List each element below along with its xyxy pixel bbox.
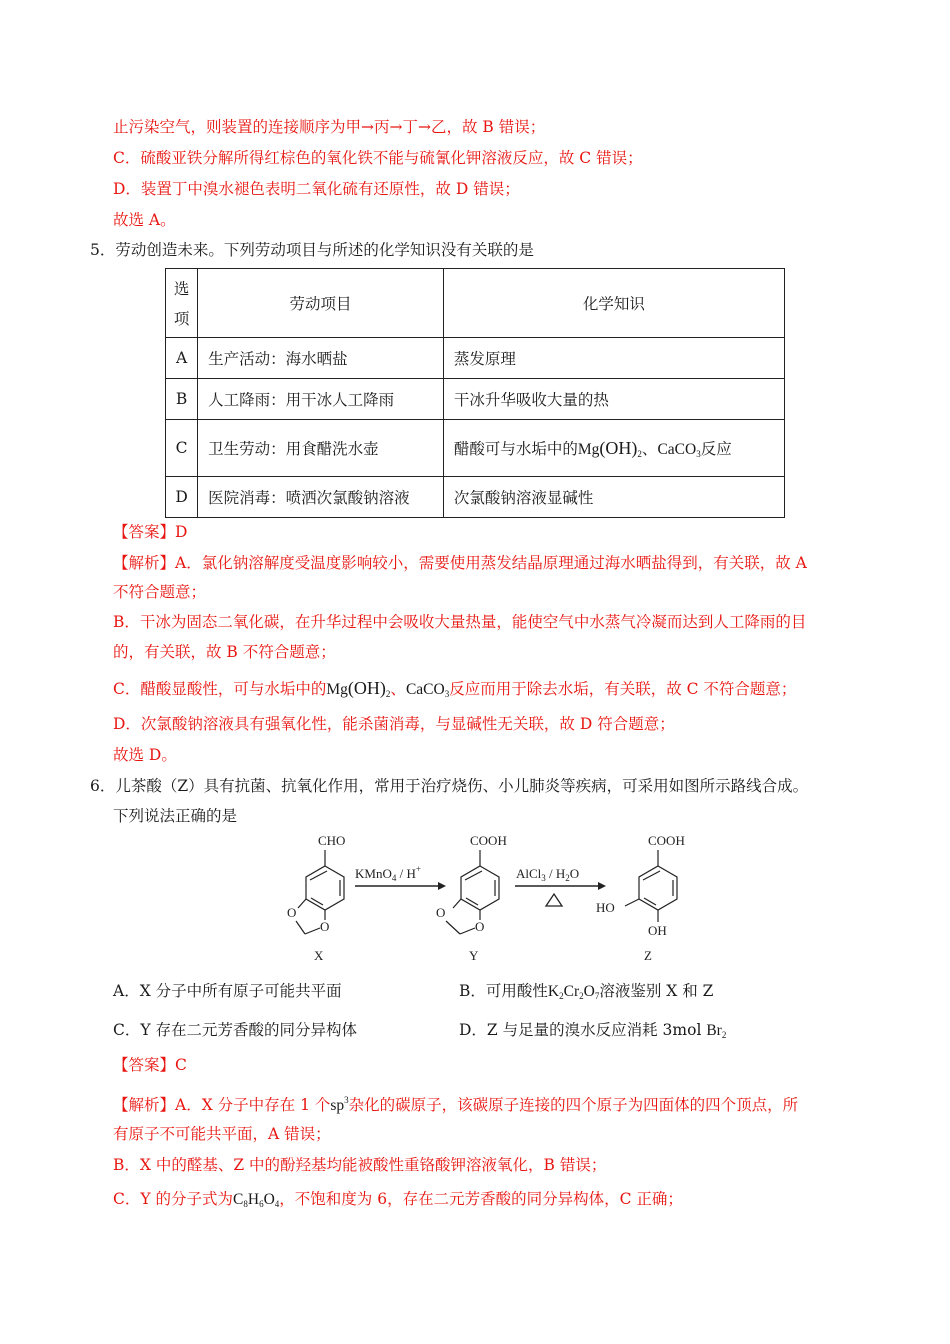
table-header-row (166, 269, 785, 338)
row-project: 人工降雨：用干冰人工降雨 (198, 379, 444, 420)
reagent-kmno4: KMnO$_4$ / H+ (355, 864, 421, 883)
hydroxyl-label: OH (648, 923, 667, 938)
formula-caco3 (406, 681, 449, 698)
row-option: C (166, 420, 198, 477)
synthesis-scheme (270, 828, 710, 968)
reaction-arrow-1 (355, 864, 446, 890)
molecule-z (596, 833, 685, 963)
formula-mgoh2 (326, 678, 391, 699)
row-project: 生产活动：海水晒盐 (198, 338, 444, 379)
prev-analysis-line: 止污染空气，则装置的连接顺序为甲→丙→丁→乙，故 B 错误； (113, 118, 546, 136)
formula-subscript: 2 (385, 689, 391, 699)
table-row (166, 477, 785, 518)
option-text: 溶液鉴别 X 和 Z (599, 982, 714, 1000)
prev-conclusion: 故选 A。 (113, 211, 176, 229)
analysis-text: 杂化的碳原子，该碳原子连接的四个原子为四面体的四个顶点，所 (348, 1096, 799, 1114)
oxygen-label: O (320, 919, 330, 934)
oxygen-label: O (475, 919, 485, 934)
row-knowledge (443, 420, 784, 477)
q5-table (165, 268, 785, 518)
formula-part: CaCO (405, 681, 445, 698)
formula-subscript: 3 (444, 689, 450, 699)
q5-analysis-line: D．次氯酸钠溶液具有强氧化性，能杀菌消毒，与显碱性无关联，故 D 符合题意； (113, 715, 675, 733)
q6-answer: 【答案】C (113, 1056, 187, 1074)
formula-c8h6o4: $C_8H_6O_4$ (233, 1191, 280, 1209)
q5-analysis-line: 不符合题意； (113, 583, 207, 601)
molecule-y (436, 833, 507, 963)
table-row (166, 420, 785, 477)
header-project: 劳动项目 (198, 269, 444, 338)
prev-analysis-line: C．硫酸亚铁分解所得红棕色的氧化铁不能与硫氰化钾溶液反应，故 C 错误； (113, 149, 643, 167)
q6-analysis-line: B．X 中的醛基、Z 中的酚羟基均能被酸性重铬酸钾溶液氧化，B 错误； (113, 1156, 607, 1174)
row-knowledge: 次氯酸钠溶液显碱性 (443, 477, 784, 518)
header-option-char: 项 (173, 310, 190, 328)
formula-subscript: 2 (637, 449, 642, 459)
q6-stem: 6．儿茶酸（Z）具有抗菌、抗氧化作用，常用于治疗烧伤、小儿肺炎等疾病，可采用如图所示路线合成。 (90, 777, 809, 795)
reagent-alcl3: AlCl$_3$ / $H_2O$ (516, 866, 580, 883)
q6-option-b (459, 981, 713, 1006)
molecule-x (287, 833, 345, 963)
formula-subscript: 3 (696, 449, 701, 459)
row-knowledge: 蒸发原理 (443, 338, 784, 379)
oxygen-label: O (287, 905, 297, 920)
header-option-char: 选 (173, 280, 190, 298)
header-knowledge: 化学知识 (443, 269, 784, 338)
row-option: A (166, 338, 198, 379)
q6-stem: 下列说法正确的是 (113, 807, 238, 825)
cooh-group-label: COOH (470, 833, 507, 848)
q6-analysis-line (113, 1090, 798, 1116)
q5-analysis-line: B．干冰为固态二氧化碳，在升华过程中会吸收大量热量，能使空气中水蒸气冷凝而达到人工降雨的目 (113, 613, 807, 631)
q5-answer: 【答案】D (113, 523, 188, 541)
table-row (166, 338, 785, 379)
q6-analysis-line: 有原子不可能共平面，A 错误； (113, 1125, 331, 1143)
row-knowledge: 干冰升华吸收大量的热 (443, 379, 784, 420)
separator: 、 (641, 440, 658, 458)
formula-part: Mg (577, 441, 600, 458)
formula-sp3: $sp^3$ (330, 1095, 349, 1114)
molecule-label-x: X (314, 948, 324, 963)
formula-br2: $Br_2$ (706, 1022, 727, 1040)
q5-analysis-line (113, 678, 796, 704)
option-text: B．可用酸性 (459, 982, 548, 1000)
header-option (166, 269, 198, 338)
formula-caco3 (657, 441, 700, 458)
reaction-arrow-2 (515, 866, 606, 906)
analysis-text: 【解析】A．X 分子中存在 1 个 (113, 1096, 331, 1114)
heat-triangle-icon (546, 894, 562, 906)
row-project: 卫生劳动：用食醋洗水壶 (198, 420, 444, 477)
analysis-text: ，不饱和度为 6，存在二元芳香酸的同分异构体，C 正确； (279, 1190, 683, 1208)
analysis-text: 反应而用于除去水垢，有关联，故 C 不符合题意； (449, 680, 797, 698)
q6-analysis-line (113, 1189, 683, 1214)
cho-group-label: CHO (318, 833, 346, 848)
q5-conclusion: 故选 D。 (113, 746, 177, 764)
formula-part: (OH) (347, 678, 386, 698)
q6-option-d (459, 1020, 726, 1045)
molecule-label-y: Y (469, 948, 479, 963)
knowledge-text: 醋酸可与水垢中的 (453, 440, 578, 458)
row-project: 医院消毒：喷洒次氯酸钠溶液 (198, 477, 444, 518)
formula-part: CaCO (657, 441, 697, 458)
formula-part: (OH) (599, 438, 638, 458)
formula-mgoh2 (577, 438, 642, 459)
row-option: B (166, 379, 198, 420)
cooh-group-label: COOH (648, 833, 685, 848)
formula-k2cr2o7: $K_2Cr_2O_7$ (547, 983, 600, 1001)
q5-analysis-line: 的，有关联，故 B 不符合题意； (113, 643, 336, 661)
formula-part: Mg (326, 681, 348, 698)
row-option: D (166, 477, 198, 518)
q6-option-a: A．X 分子中所有原子可能共平面 (113, 982, 342, 1000)
option-text: D．Z 与足量的溴水反应消耗 3mol (459, 1021, 707, 1039)
knowledge-text: 反应 (700, 440, 732, 458)
analysis-text: C．Y 的分子式为 (113, 1190, 234, 1208)
analysis-text: C．醋酸显酸性，可与水垢中的 (113, 680, 327, 698)
oxygen-label: O (436, 905, 446, 920)
hydroxyl-label: HO (596, 900, 615, 915)
q6-option-c: C．Y 存在二元芳香酸的同分异构体 (113, 1021, 358, 1039)
q5-stem: 5．劳动创造未来。下列劳动项目与所述的化学知识没有关联的是 (90, 241, 534, 259)
table-row (166, 379, 785, 420)
prev-analysis-line: D．装置丁中溴水褪色表明二氧化硫有还原性，故 D 错误； (113, 180, 520, 198)
separator: 、 (390, 680, 406, 698)
molecule-label-z: Z (644, 948, 652, 963)
q5-analysis-line: 【解析】A．氯化钠溶解度受温度影响较小，需要使用蒸发结晶原理通过海水晒盐得到，有关联，故 A (113, 554, 807, 572)
